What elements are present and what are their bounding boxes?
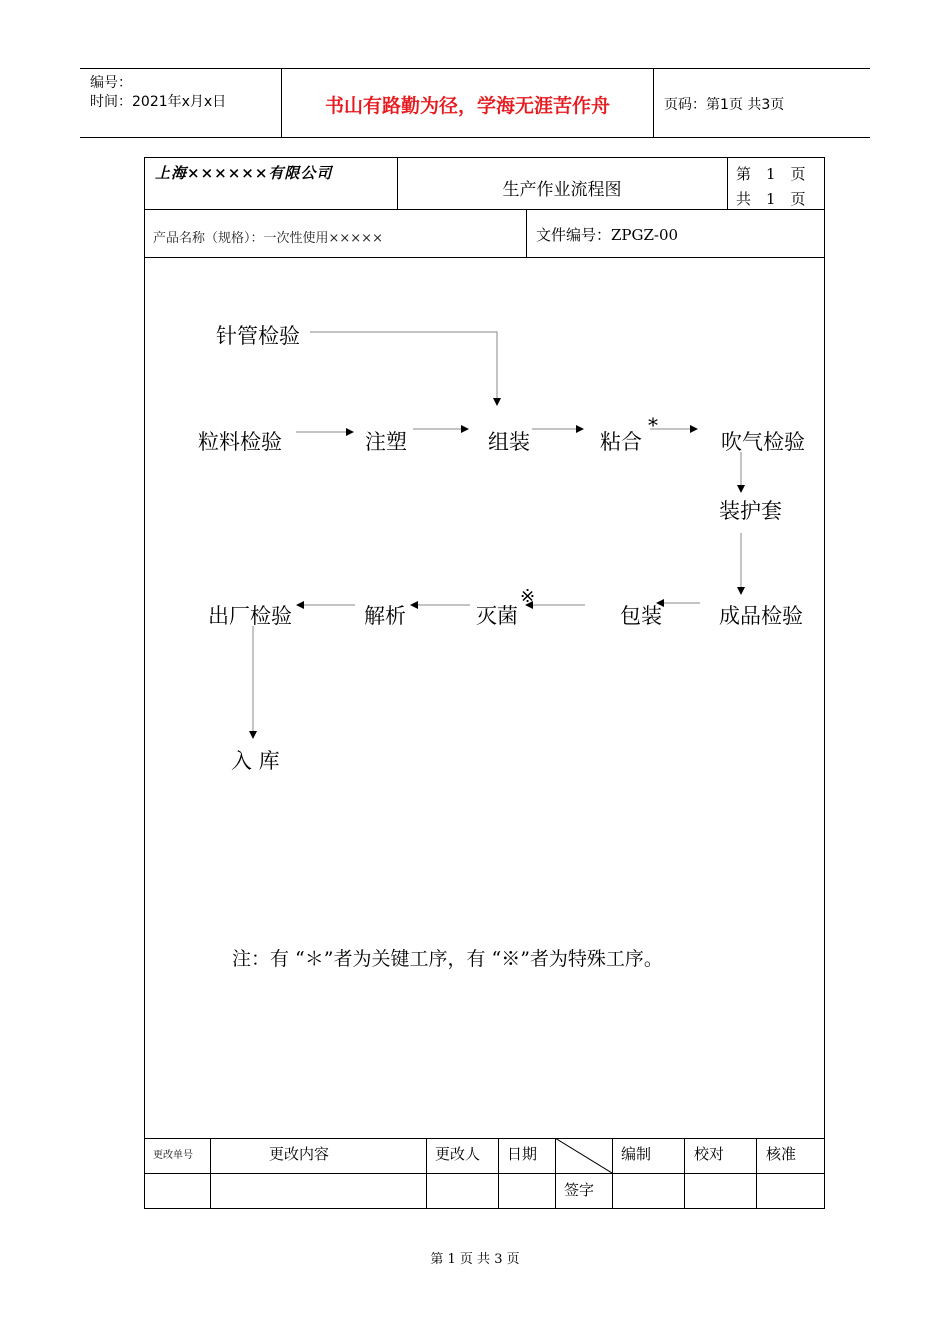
node-pellet-inspection: 粒料检验 <box>198 430 282 454</box>
node-warehousing: 入 库 <box>231 749 280 773</box>
node-assembly: 组装 <box>488 430 530 454</box>
rev-header-change-no: 更改单号 <box>153 1150 193 1161</box>
rev-col-7 <box>756 1138 757 1208</box>
header-motto-cell <box>282 69 654 137</box>
file-number: 文件编号：ZPGZ-00 <box>536 226 679 244</box>
document-frame <box>144 157 825 1209</box>
motto-text: 书山有路勤为径，学海无涯苦作舟 <box>324 95 610 117</box>
rev-header-date: 日期 <box>507 1145 538 1163</box>
rev-header-change-content: 更改内容 <box>269 1145 330 1163</box>
node-needle-inspection: 针管检验 <box>216 324 300 348</box>
special-process-marker: ※ <box>520 586 536 607</box>
header-meta <box>80 69 282 137</box>
product-name: 产品名称（规格）：一次性使用××××× <box>153 231 383 246</box>
key-process-marker: * <box>648 413 658 437</box>
diagonal-slash <box>555 1138 612 1173</box>
header-page-cell <box>654 69 870 137</box>
rev-header-approved: 核准 <box>766 1145 797 1163</box>
rev-col-3 <box>498 1138 499 1208</box>
revision-table-mid <box>145 1173 824 1174</box>
title-row-bottom <box>145 209 824 210</box>
rev-header-changed-by: 更改人 <box>435 1145 481 1163</box>
node-injection-molding: 注塑 <box>365 430 407 454</box>
company-name: 上海××××××有限公司 <box>155 164 333 182</box>
product-divider <box>526 209 527 257</box>
node-install-sheath: 装护套 <box>719 499 782 523</box>
page-counter <box>736 162 806 212</box>
rev-header-checked: 校对 <box>694 1145 725 1163</box>
node-analysis: 解析 <box>364 604 406 628</box>
number-label: 编号： <box>90 75 132 91</box>
node-packaging: 包装 <box>620 604 662 628</box>
revision-table-top <box>145 1138 824 1139</box>
page-current: 第 1 页 <box>736 165 806 183</box>
document-title: 生产作业流程图 <box>502 180 622 200</box>
header-page-info: 页码：第1页 共3页 <box>664 97 785 113</box>
node-factory-release-inspection: 出厂检验 <box>208 604 292 628</box>
rev-col-6 <box>684 1138 685 1208</box>
node-bonding: 粘合 <box>600 430 642 454</box>
time-label: 时间：2021年x月x日 <box>90 94 227 110</box>
legend-note: 注：有 “＊”者为关键工序，有 “※”者为特殊工序。 <box>232 948 663 970</box>
page-header <box>80 68 870 138</box>
product-row-bottom <box>145 257 824 258</box>
page-total: 共 1 页 <box>736 190 806 208</box>
node-air-blow-inspection: 吹气检验 <box>721 430 805 454</box>
page-footer: 第 1 页 共 3 页 <box>430 1252 520 1267</box>
title-divider-2 <box>727 158 728 209</box>
rev-header-compiled: 编制 <box>621 1145 652 1163</box>
rev-signature-label: 签字 <box>564 1181 595 1199</box>
rev-col-1 <box>210 1138 211 1208</box>
rev-col-2 <box>426 1138 427 1208</box>
node-finished-inspection: 成品检验 <box>719 604 803 628</box>
rev-col-5 <box>612 1138 613 1208</box>
node-sterilization: 灭菌 <box>476 604 518 628</box>
